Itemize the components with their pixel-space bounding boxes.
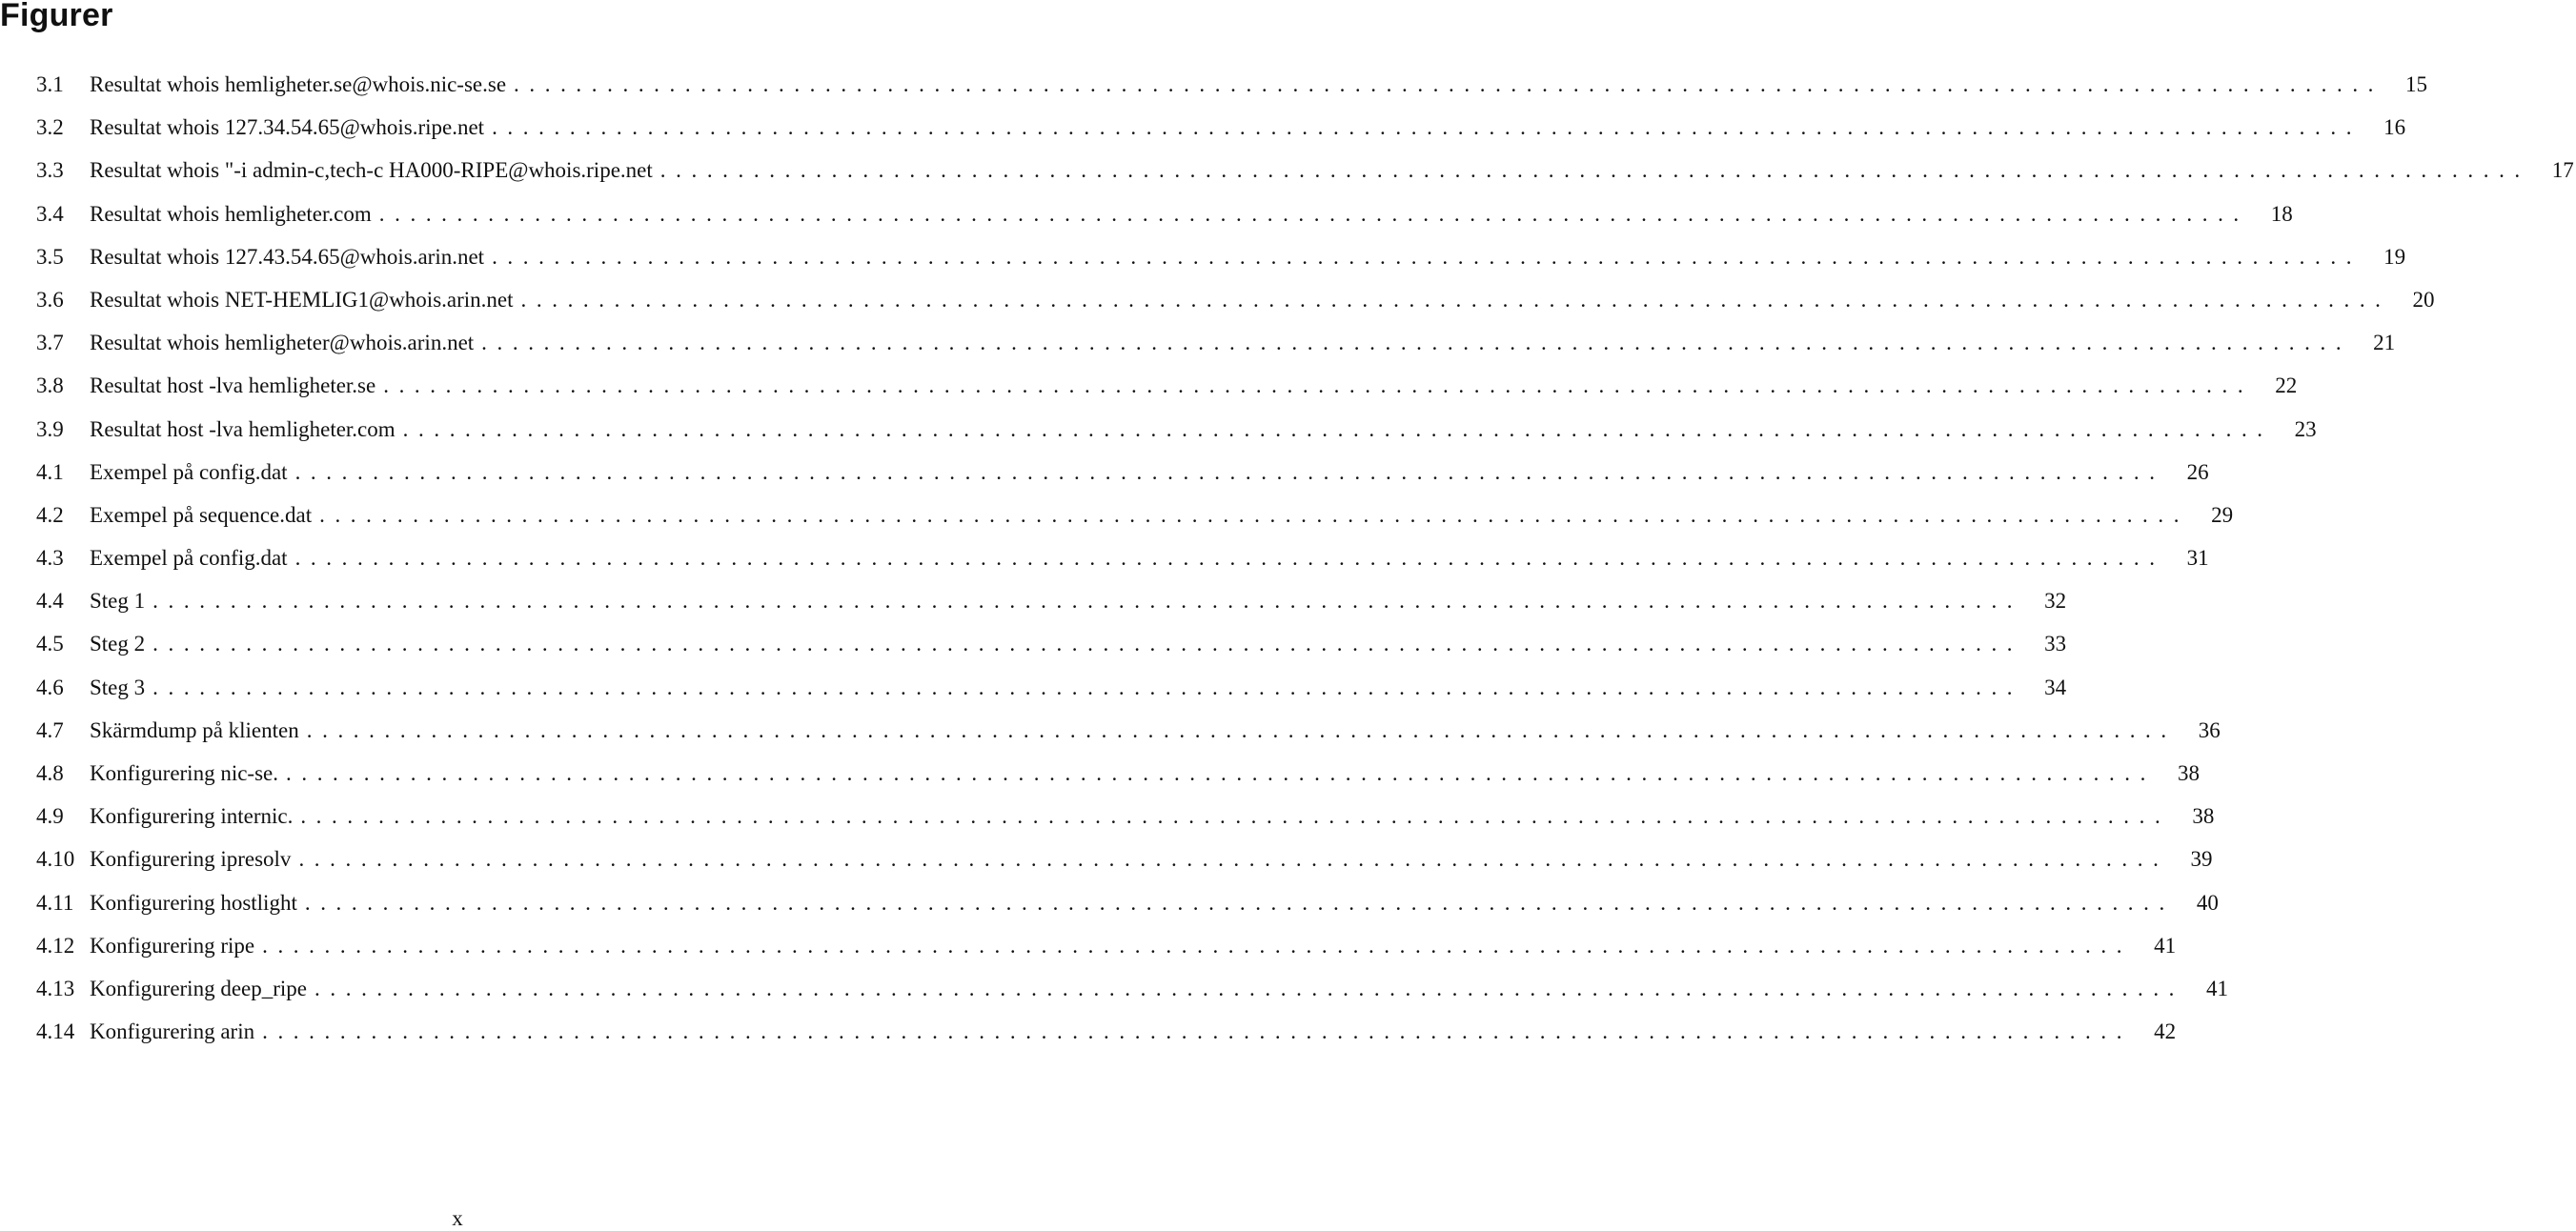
page-number: 32	[2044, 589, 2067, 614]
dot-leader: ........................................................................................................................	[286, 761, 2156, 785]
figure-number: 3.5	[36, 244, 64, 269]
page-number: 18	[2270, 201, 2293, 226]
figure-title: Steg 2	[90, 632, 146, 656]
dot-leader: ........................................................................................................................	[294, 546, 2165, 571]
figure-number: 4.2	[36, 502, 64, 527]
figure-title: Resultat host -lva hemligheter.se	[90, 373, 376, 398]
figure-title: Exempel på config.dat	[90, 546, 288, 571]
page-number: 17	[2551, 158, 2574, 183]
toc-entry[interactable]	[36, 1010, 2177, 1053]
toc-entry[interactable]	[36, 709, 2221, 752]
page-number: 31	[2186, 546, 2209, 571]
figure-title: Resultat whois 127.43.54.65@whois.arin.net	[90, 244, 485, 269]
toc-entry[interactable]	[36, 666, 2067, 709]
figure-title: Resultat whois "-i admin-c,tech-c HA000-RIPE@whois.ripe.net	[90, 158, 653, 183]
figure-title: Resultat whois NET-HEMLIG1@whois.arin.net	[90, 287, 514, 312]
figure-title: Resultat whois hemligheter@whois.arin.net	[90, 331, 475, 355]
figure-number: 3.8	[36, 373, 64, 398]
figure-title: Konfigurering internic.	[90, 804, 294, 829]
toc-entry[interactable]	[36, 364, 2298, 407]
list-of-figures	[36, 63, 2574, 1053]
figure-title: Konfigurering ipresolv	[90, 847, 292, 872]
page-number: 41	[2154, 933, 2177, 958]
dot-leader: ........................................................................................................................	[520, 287, 2391, 312]
toc-entry[interactable]	[36, 278, 2435, 321]
toc-entry[interactable]	[36, 494, 2234, 536]
toc-entry[interactable]	[36, 63, 2428, 106]
figure-number: 4.7	[36, 717, 64, 742]
page-number: 23	[2294, 416, 2317, 441]
figure-number: 4.5	[36, 632, 64, 656]
dot-leader: ........................................................................................................................	[152, 675, 2023, 699]
page-number: 22	[2275, 373, 2298, 398]
dot-leader: ........................................................................................................................	[314, 976, 2185, 1000]
dot-leader: ........................................................................................................................	[300, 804, 2171, 829]
dot-leader: ........................................................................................................................	[659, 158, 2530, 183]
page-number: 42	[2154, 1019, 2177, 1044]
dot-leader: ........................................................................................................................	[378, 201, 2249, 226]
figure-number: 4.1	[36, 459, 64, 484]
figure-number: 4.9	[36, 804, 64, 829]
figure-number: 4.8	[36, 761, 64, 785]
toc-entry[interactable]	[36, 235, 2406, 278]
dot-leader: ........................................................................................................................	[492, 115, 2363, 140]
figure-title: Konfigurering deep_ripe	[90, 976, 308, 1000]
page-number: 26	[2186, 459, 2209, 484]
toc-entry[interactable]	[36, 967, 2229, 1010]
toc-entry[interactable]	[36, 622, 2067, 665]
toc-entry[interactable]	[36, 536, 2209, 579]
figure-number: 3.2	[36, 115, 64, 140]
page-number: 36	[2198, 717, 2221, 742]
figure-number: 4.3	[36, 546, 64, 571]
figure-title: Exempel på config.dat	[90, 459, 288, 484]
figure-title: Steg 1	[90, 589, 146, 614]
page-number: 20	[2412, 287, 2435, 312]
figure-number: 3.7	[36, 331, 64, 355]
figure-title: Resultat host -lva hemligheter.com	[90, 416, 396, 441]
dot-leader: ........................................................................................................................	[262, 933, 2133, 958]
page-number: 33	[2044, 632, 2067, 656]
page-number: 38	[2192, 804, 2215, 829]
toc-entry[interactable]	[36, 149, 2574, 192]
dot-leader: ........................................................................................................................	[306, 717, 2177, 742]
page-number: 19	[2383, 244, 2406, 269]
page-number: 16	[2383, 115, 2406, 140]
figure-number: 4.13	[36, 976, 75, 1000]
figure-number: 4.6	[36, 675, 64, 699]
figure-title: Steg 3	[90, 675, 146, 699]
figure-title: Skärmdump på klienten	[90, 717, 299, 742]
figure-number: 4.11	[36, 890, 74, 915]
figure-number: 3.4	[36, 201, 64, 226]
dot-leader: ........................................................................................................................	[481, 331, 2352, 355]
toc-entry[interactable]	[36, 106, 2406, 149]
dot-leader: ........................................................................................................................	[294, 459, 2165, 484]
page-number: 34	[2044, 675, 2067, 699]
toc-entry[interactable]	[36, 408, 2317, 451]
dot-leader: ........................................................................................................................	[383, 373, 2254, 398]
page-number: 38	[2178, 761, 2200, 785]
page-number: 41	[2206, 976, 2229, 1000]
toc-entry[interactable]	[36, 579, 2067, 622]
page-title: Figurer	[0, 0, 113, 33]
dot-leader: ........................................................................................................................	[492, 244, 2363, 269]
dot-leader: ........................................................................................................................	[298, 847, 2169, 872]
figure-title: Resultat whois 127.34.54.65@whois.ripe.net	[90, 115, 485, 140]
figure-number: 3.3	[36, 158, 64, 183]
toc-entry[interactable]	[36, 192, 2293, 235]
dot-leader: ........................................................................................................................	[514, 72, 2384, 96]
dot-leader: ........................................................................................................................	[152, 632, 2023, 656]
figure-number: 3.1	[36, 72, 64, 96]
figure-title: Resultat whois hemligheter.com	[90, 201, 372, 226]
figure-title: Konfigurering nic-se.	[90, 761, 278, 785]
toc-entry[interactable]	[36, 451, 2209, 494]
toc-entry[interactable]	[36, 881, 2219, 924]
toc-entry[interactable]	[36, 752, 2200, 795]
dot-leader: ........................................................................................................................	[304, 890, 2175, 915]
figure-title: Resultat whois hemligheter.se@whois.nic-se.se	[90, 72, 507, 96]
dot-leader: ........................................................................................................................	[402, 416, 2273, 441]
dot-leader: ........................................................................................................................	[152, 589, 2023, 614]
page-number: 40	[2196, 890, 2219, 915]
dot-leader: ........................................................................................................................	[319, 502, 2190, 527]
figure-title: Konfigurering arin	[90, 1019, 255, 1044]
figure-number: 3.9	[36, 416, 64, 441]
figure-title: Konfigurering ripe	[90, 933, 255, 958]
toc-entry[interactable]	[36, 924, 2177, 967]
figure-number: 4.10	[36, 847, 75, 872]
toc-entry[interactable]	[36, 837, 2213, 880]
toc-entry[interactable]	[36, 795, 2215, 837]
figure-number: 4.12	[36, 933, 75, 958]
page-number: 39	[2190, 847, 2213, 872]
figure-number: 4.4	[36, 589, 64, 614]
page-number: 15	[2405, 72, 2428, 96]
toc-entry[interactable]	[36, 321, 2396, 364]
page-footer-number: x	[452, 1206, 463, 1230]
figure-number: 3.6	[36, 287, 64, 312]
page-number: 21	[2373, 331, 2396, 355]
figure-number: 4.14	[36, 1019, 75, 1044]
figure-title: Exempel på sequence.dat	[90, 502, 313, 527]
page-number: 29	[2211, 502, 2234, 527]
figure-title: Konfigurering hostlight	[90, 890, 297, 915]
dot-leader: ........................................................................................................................	[262, 1019, 2133, 1044]
